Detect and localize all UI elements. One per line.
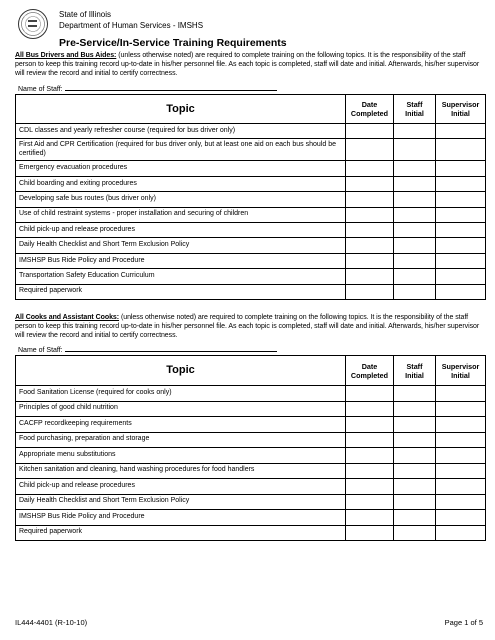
bus-date-completed-cell[interactable]: [346, 161, 394, 176]
bus-date-completed-header: Date Completed: [346, 95, 394, 124]
bus-date-completed-cell[interactable]: [346, 284, 394, 299]
cook-table-row: [16, 401, 486, 417]
cook-staff-initial-cell[interactable]: [394, 386, 436, 402]
cook-table-row: [16, 417, 486, 433]
bus-staff-name-label: Name of Staff:: [18, 86, 63, 93]
cook-staff-initial-cell[interactable]: [394, 401, 436, 417]
bus-supervisor-initial-cell[interactable]: [436, 284, 486, 299]
cook-date-completed-cell[interactable]: [346, 525, 394, 541]
cook-staff-name-label: Name of Staff:: [18, 347, 63, 354]
bus-table-header: [16, 95, 486, 124]
state-name: State of Illinois: [59, 10, 112, 19]
cook-topic-cell: Appropriate menu substitutions: [16, 448, 346, 464]
bus-table-row: [16, 207, 486, 222]
cook-table-row: [16, 448, 486, 464]
bus-topic-cell: Daily Health Checklist and Short Term Exclusion Policy: [16, 238, 346, 253]
bus-table-row: [16, 139, 486, 161]
bus-staff-initial-cell[interactable]: [394, 161, 436, 176]
bus-date-completed-cell[interactable]: [346, 238, 394, 253]
bus-topic-cell: Transportation Safety Education Curriculum: [16, 269, 346, 284]
cook-topic-cell: IMSHSP Bus Ride Policy and Procedure: [16, 510, 346, 526]
bus-date-completed-cell[interactable]: [346, 124, 394, 139]
cook-table-row: [16, 386, 486, 402]
bus-table-row: [16, 124, 486, 139]
cook-section-text: (unless otherwise noted) are required to complete training on the following topics. It is the responsibility of the staff person to keep this training record up-to-date in his/her personnel file. As each topic is completed, staff will date and initial. Afterwards, his/her supervisor will review the record and initial to certify correctness.: [15, 314, 480, 339]
bus-table-row: [16, 238, 486, 253]
bus-supervisor-initial-cell[interactable]: [436, 269, 486, 284]
cook-topic-cell: CACFP recordkeeping requirements: [16, 417, 346, 433]
cook-table-header: [16, 356, 486, 386]
bus-date-completed-cell[interactable]: [346, 139, 394, 161]
cook-date-completed-cell[interactable]: [346, 479, 394, 495]
cook-topic-cell: Food purchasing, preparation and storage: [16, 432, 346, 448]
cook-table-row: [16, 463, 486, 479]
cook-date-completed-cell[interactable]: [346, 448, 394, 464]
bus-table-row: [16, 284, 486, 299]
cook-table-row: [16, 494, 486, 510]
bus-topic-cell: Developing safe bus routes (bus driver only): [16, 192, 346, 207]
cook-section-intro: [15, 313, 485, 340]
bus-table-row: [16, 192, 486, 207]
bus-date-completed-cell[interactable]: [346, 253, 394, 268]
cook-table-row: [16, 479, 486, 495]
bus-staff-name-field[interactable]: [65, 83, 277, 91]
bus-staff-initial-header: Staff Initial: [394, 95, 436, 124]
cook-topic-cell: Daily Health Checklist and Short Term Exclusion Policy: [16, 494, 346, 510]
bus-training-table: [15, 94, 486, 300]
bus-table-row: [16, 161, 486, 176]
cook-topic-cell: Required paperwork: [16, 525, 346, 541]
bus-topic-cell: Use of child restraint systems - proper installation and securing of children: [16, 207, 346, 222]
cook-supervisor-initial-cell[interactable]: [436, 510, 486, 526]
bus-section-text: (unless otherwise noted) are required to complete training on the following topics. It is the responsibility of the staff person to keep this training record up-to-date in his/her personnel file. As each topic is completed, staff will date and initial. Afterwards, his/her supervisor will review the record and initial to certify correctness.: [15, 52, 480, 77]
cook-table-row: [16, 525, 486, 541]
cook-staff-initial-cell[interactable]: [394, 479, 436, 495]
bus-supervisor-initial-cell[interactable]: [436, 192, 486, 207]
cook-staff-initial-cell[interactable]: [394, 432, 436, 448]
bus-supervisor-initial-header: Supervisor Initial: [436, 95, 486, 124]
cook-staff-initial-cell[interactable]: [394, 463, 436, 479]
cook-date-completed-cell[interactable]: [346, 463, 394, 479]
cook-staff-initial-cell[interactable]: [394, 525, 436, 541]
bus-supervisor-initial-cell[interactable]: [436, 222, 486, 237]
cook-date-completed-cell[interactable]: [346, 494, 394, 510]
bus-staff-initial-cell[interactable]: [394, 207, 436, 222]
cook-topic-cell: Food Sanitation License (required for cooks only): [16, 386, 346, 402]
bus-topic-cell: IMSHSP Bus Ride Policy and Procedure: [16, 253, 346, 268]
bus-topic-cell: Required paperwork: [16, 284, 346, 299]
cook-date-completed-header: Date Completed: [346, 356, 394, 386]
bus-staff-initial-cell[interactable]: [394, 238, 436, 253]
bus-section-intro: [15, 51, 485, 78]
bus-table-row: [16, 222, 486, 237]
cook-supervisor-initial-cell[interactable]: [436, 386, 486, 402]
cook-supervisor-initial-header: Supervisor Initial: [436, 356, 486, 386]
state-seal-icon: [18, 9, 48, 39]
bus-date-completed-cell[interactable]: [346, 269, 394, 284]
cook-supervisor-initial-cell[interactable]: [436, 448, 486, 464]
bus-supervisor-initial-cell[interactable]: [436, 139, 486, 161]
bus-topic-cell: Emergency evacuation procedures: [16, 161, 346, 176]
cook-section-lead: All Cooks and Assistant Cooks:: [15, 314, 120, 321]
form-id: IL444-4401 (R-10-10): [15, 618, 88, 627]
cook-topic-header: Topic: [16, 356, 346, 386]
cook-staff-name-field[interactable]: [65, 344, 277, 352]
bus-date-completed-cell[interactable]: [346, 222, 394, 237]
cook-date-completed-cell[interactable]: [346, 510, 394, 526]
cook-table-row: [16, 432, 486, 448]
bus-date-completed-cell[interactable]: [346, 207, 394, 222]
cook-supervisor-initial-cell[interactable]: [436, 463, 486, 479]
cook-staff-initial-cell[interactable]: [394, 448, 436, 464]
page-title: Pre-Service/In-Service Training Requirements: [59, 37, 287, 49]
cook-staff-initial-header: Staff Initial: [394, 356, 436, 386]
bus-staff-initial-cell[interactable]: [394, 284, 436, 299]
bus-supervisor-initial-cell[interactable]: [436, 176, 486, 191]
cook-date-completed-cell[interactable]: [346, 417, 394, 433]
bus-topic-cell: Child boarding and exiting procedures: [16, 176, 346, 191]
cook-supervisor-initial-cell[interactable]: [436, 401, 486, 417]
bus-staff-initial-cell[interactable]: [394, 139, 436, 161]
bus-topic-cell: First Aid and CPR Certification (required for bus driver only, but at least one aid on each bus should be certified): [16, 139, 346, 161]
bus-staff-initial-cell[interactable]: [394, 176, 436, 191]
bus-date-completed-cell[interactable]: [346, 192, 394, 207]
bus-staff-initial-cell[interactable]: [394, 269, 436, 284]
cook-supervisor-initial-cell[interactable]: [436, 494, 486, 510]
cook-topic-cell: Child pick-up and release procedures: [16, 479, 346, 495]
cook-table-row: [16, 510, 486, 526]
cook-supervisor-initial-cell[interactable]: [436, 479, 486, 495]
cook-topic-cell: Kitchen sanitation and cleaning, hand washing procedures for food handlers: [16, 463, 346, 479]
bus-staff-initial-cell[interactable]: [394, 253, 436, 268]
bus-staff-initial-cell[interactable]: [394, 124, 436, 139]
cook-date-completed-cell[interactable]: [346, 386, 394, 402]
cook-supervisor-initial-cell[interactable]: [436, 525, 486, 541]
bus-staff-initial-cell[interactable]: [394, 222, 436, 237]
cook-date-completed-cell[interactable]: [346, 401, 394, 417]
cook-staff-name-row: [18, 344, 277, 355]
bus-table-row: [16, 269, 486, 284]
bus-topic-cell: Child pick-up and release procedures: [16, 222, 346, 237]
bus-supervisor-initial-cell[interactable]: [436, 207, 486, 222]
bus-section-lead: All Bus Drivers and Bus Aides:: [15, 52, 117, 59]
cook-topic-cell: Principles of good child nutrition: [16, 401, 346, 417]
bus-topic-header: Topic: [16, 95, 346, 124]
bus-supervisor-initial-cell[interactable]: [436, 253, 486, 268]
bus-supervisor-initial-cell[interactable]: [436, 238, 486, 253]
bus-supervisor-initial-cell[interactable]: [436, 161, 486, 176]
bus-table-row: [16, 253, 486, 268]
bus-supervisor-initial-cell[interactable]: [436, 124, 486, 139]
cook-staff-initial-cell[interactable]: [394, 494, 436, 510]
cook-supervisor-initial-cell[interactable]: [436, 432, 486, 448]
cook-staff-initial-cell[interactable]: [394, 510, 436, 526]
cook-supervisor-initial-cell[interactable]: [436, 417, 486, 433]
cook-staff-initial-cell[interactable]: [394, 417, 436, 433]
bus-topic-cell: CDL classes and yearly refresher course (required for bus driver only): [16, 124, 346, 139]
bus-staff-initial-cell[interactable]: [394, 192, 436, 207]
department-name: Department of Human Services - IMSHS: [59, 21, 204, 30]
bus-staff-name-row: [18, 83, 277, 94]
bus-table-row: [16, 176, 486, 191]
cook-training-table: [15, 355, 486, 541]
cook-date-completed-cell[interactable]: [346, 432, 394, 448]
page-number: Page 1 of 5: [444, 618, 483, 627]
bus-date-completed-cell[interactable]: [346, 176, 394, 191]
